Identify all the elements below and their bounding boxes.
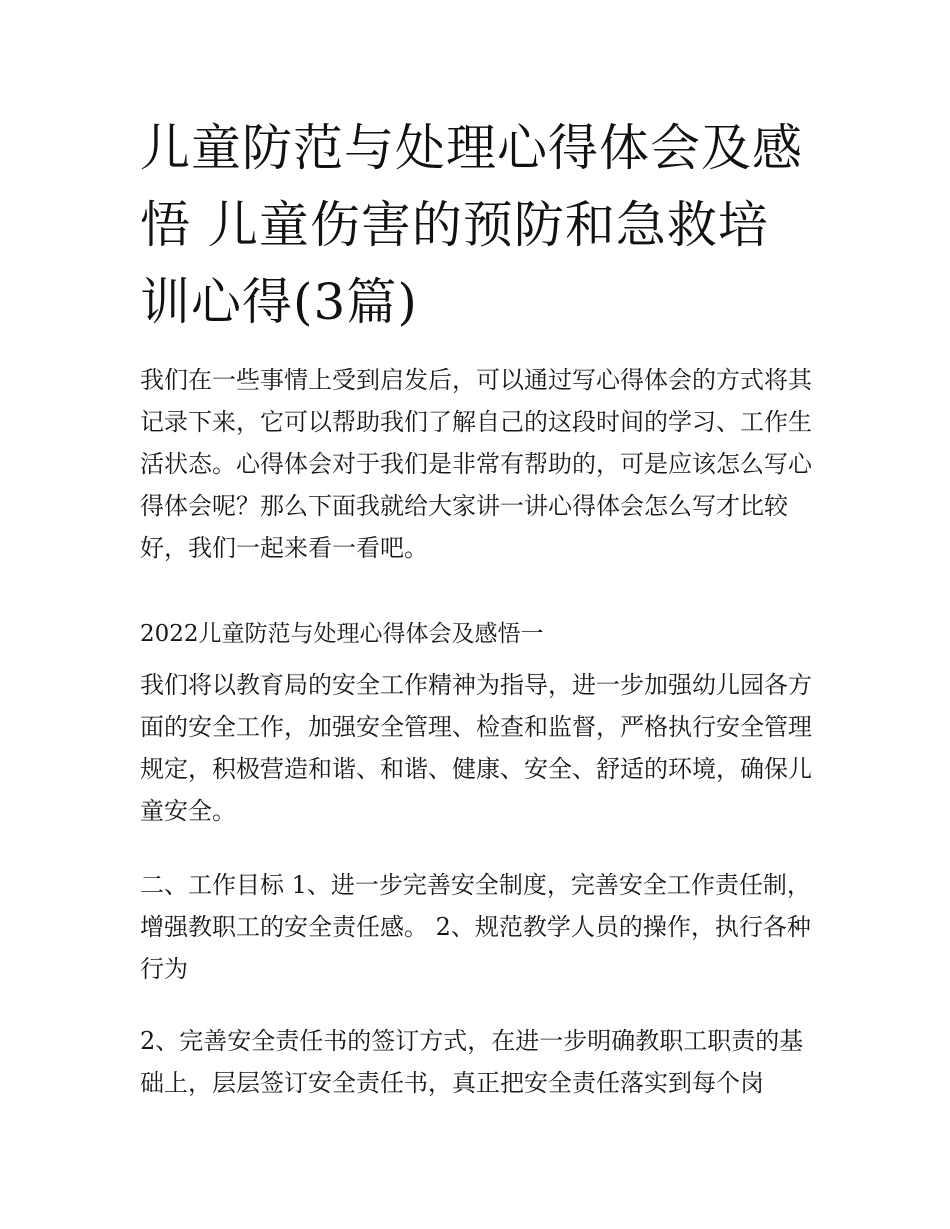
document-title: 儿童防范与处理心得体会及感悟 儿童伤害的预防和急救培训心得(3篇) [140, 119, 803, 331]
body-paragraph-responsibility: 2、完善安全责任书的签订方式，在进一步明确教职工职责的基础上，层层签订安全责任书，真正把安全责任落实到每个岗 [140, 1027, 804, 1097]
body-paragraph-guidance: 我们将以教育局的安全工作精神为指导，进一步加强幼儿园各方面的安全工作，加强安全管理、检查和监督，严格执行安全管理规定，积极营造和谐、和谐、健康、安全、舒适的环境，确保儿童安全。 [140, 671, 812, 825]
intro-paragraph: 我们在一些事情上受到启发后，可以通过写心得体会的方式将其记录下来，它可以帮助我们了解自己的这段时间的学习、工作生活状态。心得体会对于我们是非常有帮助的，可是应该怎么写心得体会呢？那么下面我就给大家讲一讲心得体会怎么写才比较好，我们一起来看一看吧。 [140, 366, 812, 562]
body-paragraph-goals: 二、工作目标 1、进一步完善安全制度，完善安全工作责任制，增强教职工的安全责任感。 2、规范教学人员的操作，执行各种行为 [140, 871, 811, 983]
section-heading: 2022儿童防范与处理心得体会及感悟一 [140, 621, 544, 647]
